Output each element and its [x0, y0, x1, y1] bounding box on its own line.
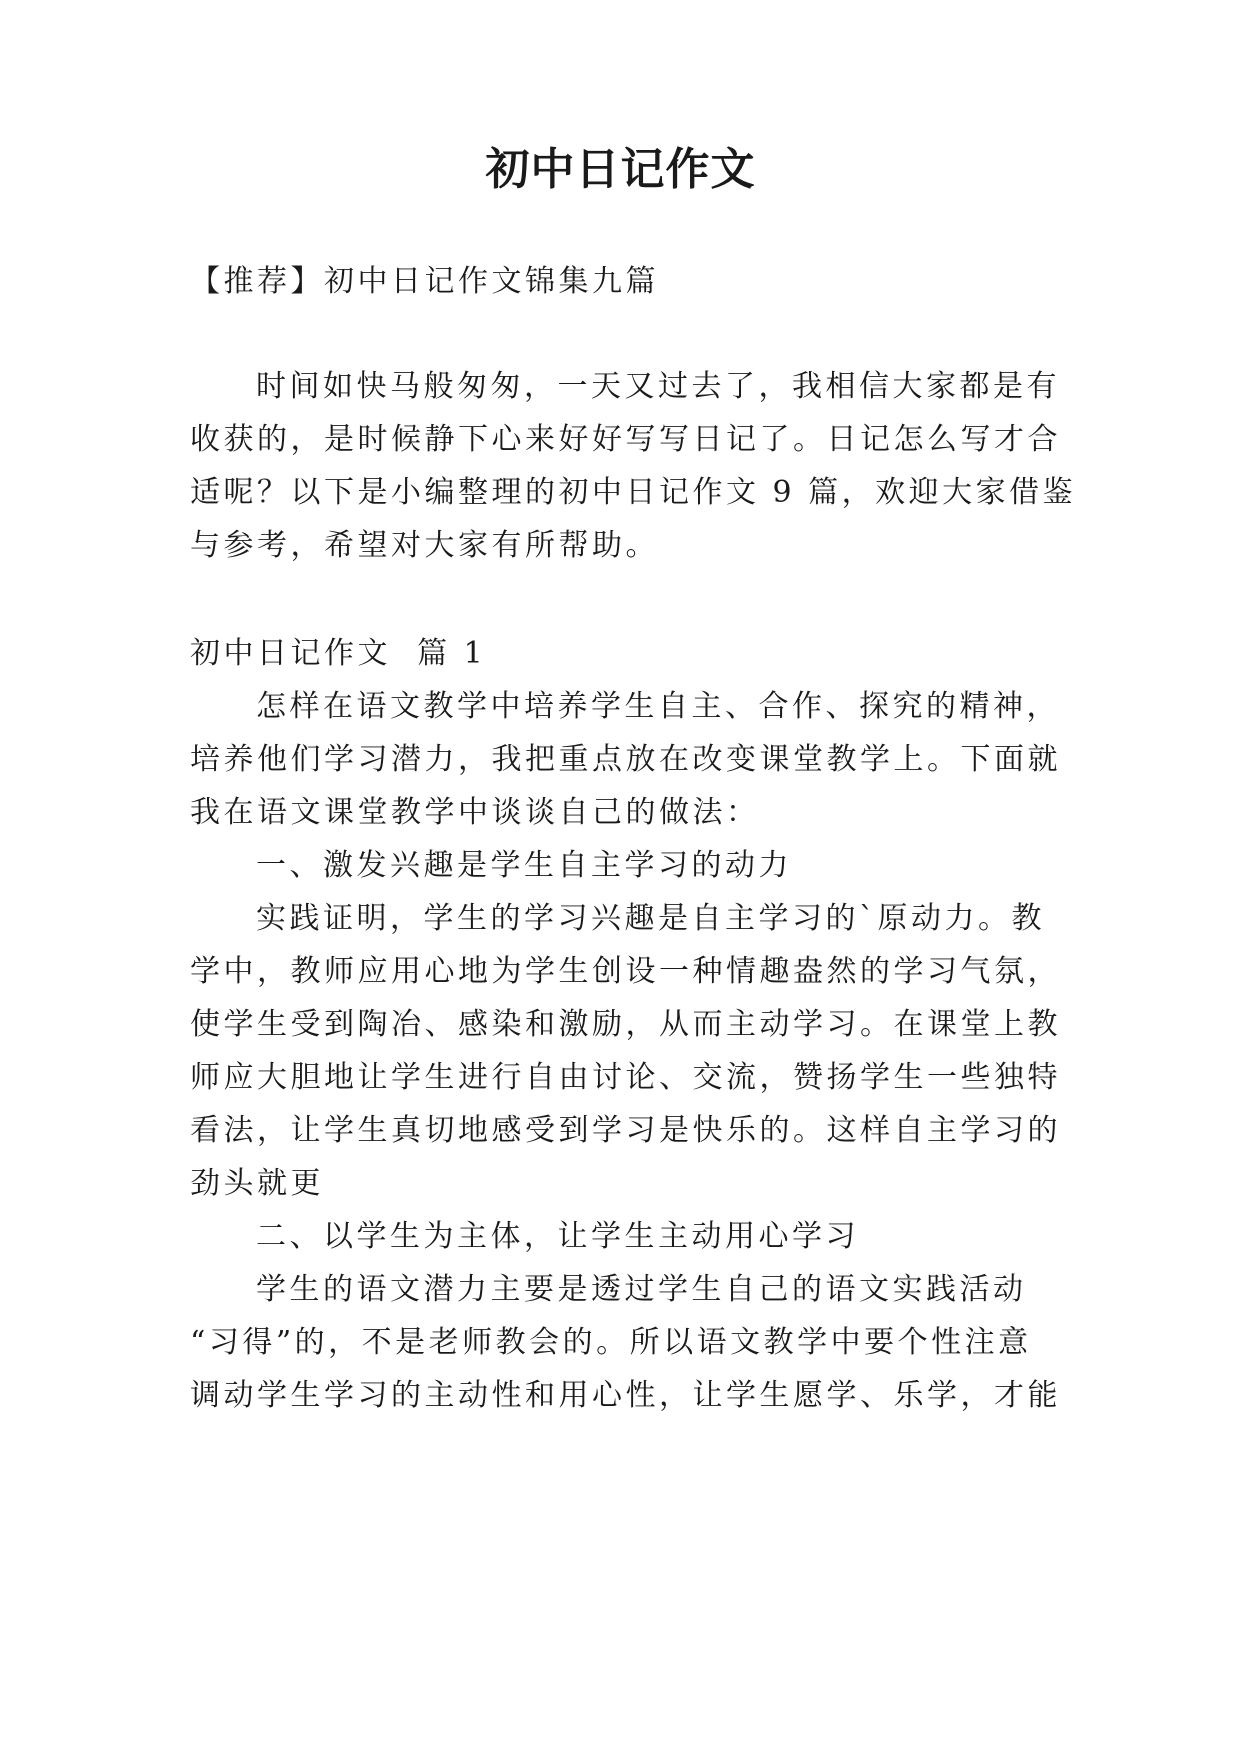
intro-line: 适呢？以下是小编整理的初中日记作文 9 篇，欢迎大家借鉴	[190, 475, 1077, 510]
body-line: 实践证明，学生的学习兴趣是自主学习的`原动力。教	[256, 901, 1045, 936]
body-line: 怎样在语文教学中培养学生自主、合作、探究的精神，	[256, 689, 1060, 724]
intro-line: 收获的，是时候静下心来好好写写日记了。日记怎么写才合	[190, 422, 1061, 457]
body-line: 学中，教师应用心地为学生创设一种情趣盎然的学习气氛，	[190, 954, 1061, 989]
body-line: 调动学生学习的主动性和用心性，让学生愿学、乐学，才能	[190, 1378, 1061, 1413]
intro-line: 时间如快马般匆匆，一天又过去了，我相信大家都是有	[256, 369, 1060, 404]
body-line: 培养他们学习潜力，我把重点放在改变课堂教学上。下面就	[190, 742, 1061, 777]
section-heading: 初中日记作文 篇 1	[190, 636, 487, 671]
body-line: 劲头就更	[190, 1166, 324, 1201]
intro-line: 与参考，希望对大家有所帮助。	[190, 528, 659, 563]
body-subheading: 二、以学生为主体，让学生主动用心学习	[256, 1219, 859, 1254]
body-line: 学生的语文潜力主要是透过学生自己的语文实践活动	[256, 1272, 1027, 1307]
body-subheading: 一、激发兴趣是学生自主学习的动力	[256, 848, 792, 883]
document-subtitle: 【推荐】初中日记作文锦集九篇	[190, 264, 659, 299]
body-line: 看法，让学生真切地感受到学习是快乐的。这样自主学习的	[190, 1113, 1061, 1148]
body-line: “习得”的，不是老师教会的。所以语文教学中要个性注意	[190, 1325, 1032, 1360]
body-line: 使学生受到陶冶、感染和激励，从而主动学习。在课堂上教	[190, 1007, 1061, 1042]
body-line: 我在语文课堂教学中谈谈自己的做法：	[190, 795, 760, 830]
document-title: 初中日记作文	[485, 144, 756, 195]
body-line: 师应大胆地让学生进行自由讨论、交流，赞扬学生一些独特	[190, 1060, 1061, 1095]
